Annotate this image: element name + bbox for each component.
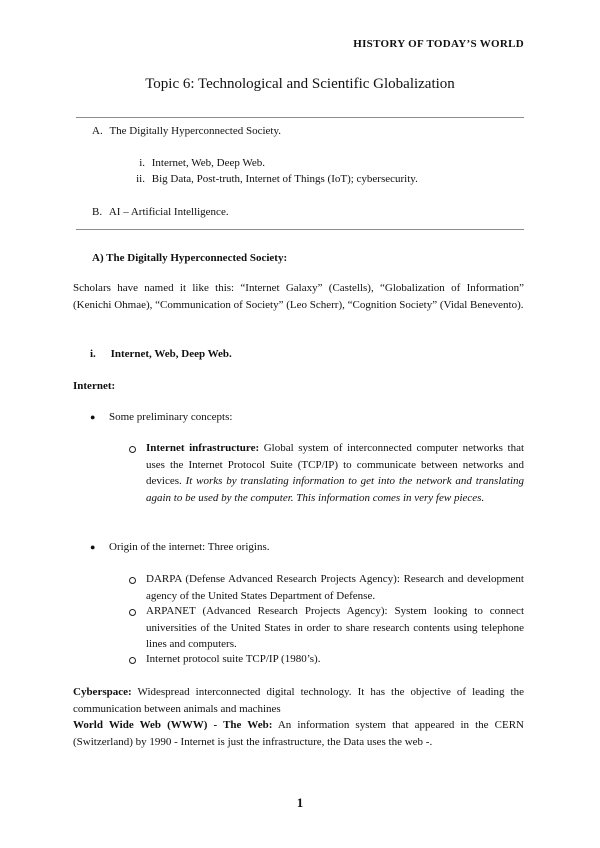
origin-item: ARPANET (Advanced Research Projects Agency): System looking to connect universities of the United States in order to share research contents using telephone lines and computers. [146, 605, 524, 650]
running-header: HISTORY OF TODAY’S WORLD [353, 38, 524, 50]
definition-text: An information system that appeared in the CERN (Switzerland) by 1990 - Internet is just the infrastructure, the Data uses the web -. [73, 719, 524, 748]
circle-bullet-icon [129, 577, 136, 584]
term: Cyberspace: [73, 686, 132, 698]
definition-text: Widespread interconnected digital technology. It has the objective of leading the communication between animals and machines [73, 686, 524, 715]
cyberspace-definition [73, 684, 524, 717]
definition-italic: It works by translating information to get into the network and translating again to be used by the computer. This information comes in very few pieces. [146, 475, 525, 504]
circle-bullet-icon [129, 446, 136, 453]
origin-item: Internet protocol suite TCP/IP (1980’s). [146, 653, 321, 665]
bullet-dot-icon: ● [90, 412, 96, 422]
bullet-dot-icon: ● [90, 542, 96, 552]
toc-label: ii. [136, 173, 145, 185]
toc-item-b [92, 204, 229, 221]
internet-heading: Internet: [73, 380, 116, 392]
infrastructure-definition [146, 440, 524, 506]
definition-text: Global system of interconnected computer networks that uses the Internet Protocol Suite (TCP/IP) to communicate between networks and devices. [146, 442, 525, 487]
toc-item-a [92, 123, 281, 140]
toc-text: AI – Artificial Intelligence. [108, 206, 229, 218]
subsection-label: i. [90, 348, 96, 360]
www-definition [73, 717, 524, 750]
section-a-heading: A) The Digitally Hyperconnected Society: [92, 252, 288, 264]
toc-item-ii [119, 171, 418, 188]
toc-text: Internet, Web, Deep Web. [151, 157, 266, 169]
bottom-rule [76, 229, 524, 230]
toc-label: B. [92, 206, 103, 218]
term: World Wide Web (WWW) - The Web: [73, 719, 273, 731]
bullet-item-1: Some preliminary concepts: [109, 411, 233, 423]
origin-item: DARPA (Defense Advanced Research Projects Agency): Research and development agency of the United States Department of Defense. [146, 573, 524, 602]
subsection-text: Internet, Web, Deep Web. [110, 348, 232, 360]
subsection-i-heading [90, 346, 232, 363]
toc-text: The Digitally Hyperconnected Society. [109, 125, 282, 137]
circle-bullet-icon [129, 657, 136, 664]
toc-item-i [119, 155, 265, 172]
toc-label: i. [139, 157, 145, 169]
term: Internet infrastructure: [146, 442, 260, 454]
circle-bullet-icon [129, 609, 136, 616]
intro-paragraph: Scholars have named it like this: “Internet Galaxy” (Castells), “Globalization of Information” (Kenichi Ohmae), “Communication of Society” (Leo Scherr), “Cognition Society” (Vidal Benevento). [73, 282, 524, 311]
toc-label: A. [92, 125, 103, 137]
toc-text: Big Data, Post-truth, Internet of Things (IoT); cybersecurity. [151, 173, 418, 185]
bullet-item-2: Origin of the internet: Three origins. [109, 541, 270, 553]
page-number: 1 [296, 795, 304, 810]
page-title: Topic 6: Technological and Scientific Globalization [145, 76, 455, 92]
top-rule [76, 117, 524, 118]
